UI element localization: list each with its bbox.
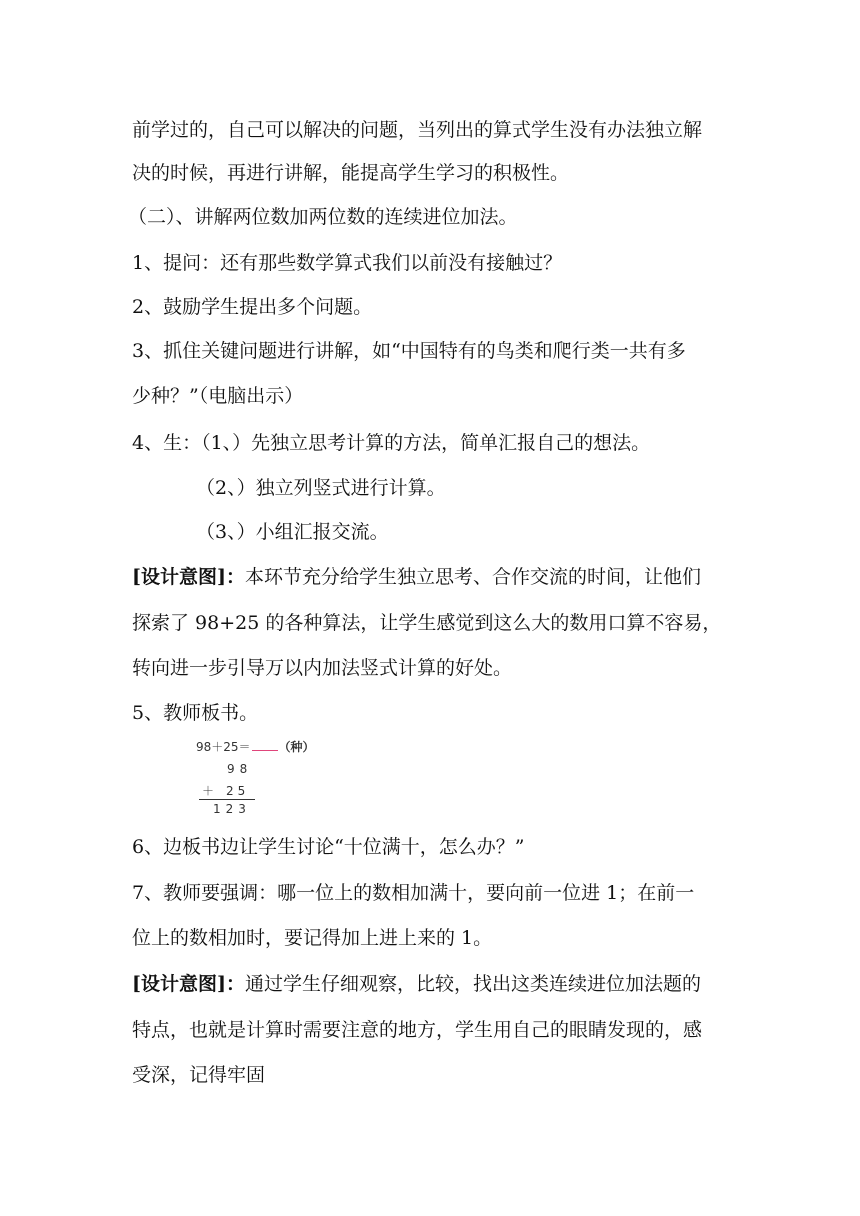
list-item: 2、鼓励学生提出多个问题。 xyxy=(132,296,373,318)
list-item-continuation: 少种？”（电脑出示） xyxy=(132,385,304,407)
design-intent-text: 本环节充分给学生独立思考、合作交流的时间，让他们 xyxy=(244,566,701,588)
list-item: 6、边板书边让学生讨论“十位满十，怎么办？” xyxy=(132,836,525,858)
sum-rule xyxy=(199,799,255,800)
paragraph-line: 决的时候，再进行讲解，能提高学生学习的积极性。 xyxy=(132,162,570,184)
design-intent-label: [设计意图]： xyxy=(132,566,245,588)
paragraph-line: 特点，也就是计算时需要注意的地方，学生用自己的眼睛发现的，感 xyxy=(132,1019,703,1041)
vertical-addition-figure xyxy=(196,738,316,824)
equation-text: 98＋25＝ xyxy=(196,740,251,754)
design-intent-paragraph xyxy=(132,975,701,994)
answer-blank xyxy=(252,740,278,751)
design-intent-paragraph xyxy=(132,568,701,587)
paragraph-line: 探索了 98+25 的各种算法，让学生感觉到这么大的数用口算不容易， xyxy=(132,612,722,634)
sub-list-item: （3、）小组汇报交流。 xyxy=(196,521,389,543)
plus-sign: ＋ xyxy=(202,784,215,798)
paragraph-line: 受深，记得牢固 xyxy=(132,1064,266,1086)
paragraph-line: 前学过的，自己可以解决的问题，当列出的算式学生没有办法独立解 xyxy=(132,119,703,141)
addend-bottom-row xyxy=(202,782,249,799)
addend-bottom: 25 xyxy=(226,784,250,798)
figure-equation xyxy=(196,738,315,755)
list-item-continuation: 位上的数相加时，要记得加上进上来的 1。 xyxy=(132,927,493,949)
sub-list-item: （2、）独立列竖式进行计算。 xyxy=(196,477,446,499)
equation-unit: （种） xyxy=(278,740,315,754)
paragraph-line: 转向进一步引导万以内加法竖式计算的好处。 xyxy=(132,657,513,679)
section-heading: （二）、讲解两位数加两位数的连续进位加法。 xyxy=(128,206,518,228)
design-intent-label: [设计意图]： xyxy=(132,973,245,995)
addend-top: 98 xyxy=(227,762,253,776)
list-item: 4、生：（1、）先独立思考计算的方法，简单汇报自己的想法。 xyxy=(132,432,651,454)
design-intent-text: 通过学生仔细观察，比较，找出这类连续进位加法题的 xyxy=(244,973,701,995)
list-item: 5、教师板书。 xyxy=(132,702,259,724)
list-item: 3、抓住关键问题进行讲解，如“中国特有的鸟类和爬行类一共有多 xyxy=(132,340,686,362)
list-item: 7、教师要强调：哪一位上的数相加满十，要向前一位进 1；在前一 xyxy=(132,882,695,904)
sum-result: 123 xyxy=(213,802,251,816)
list-item: 1、提问：还有那些数学算式我们以前没有接触过？ xyxy=(132,252,563,274)
